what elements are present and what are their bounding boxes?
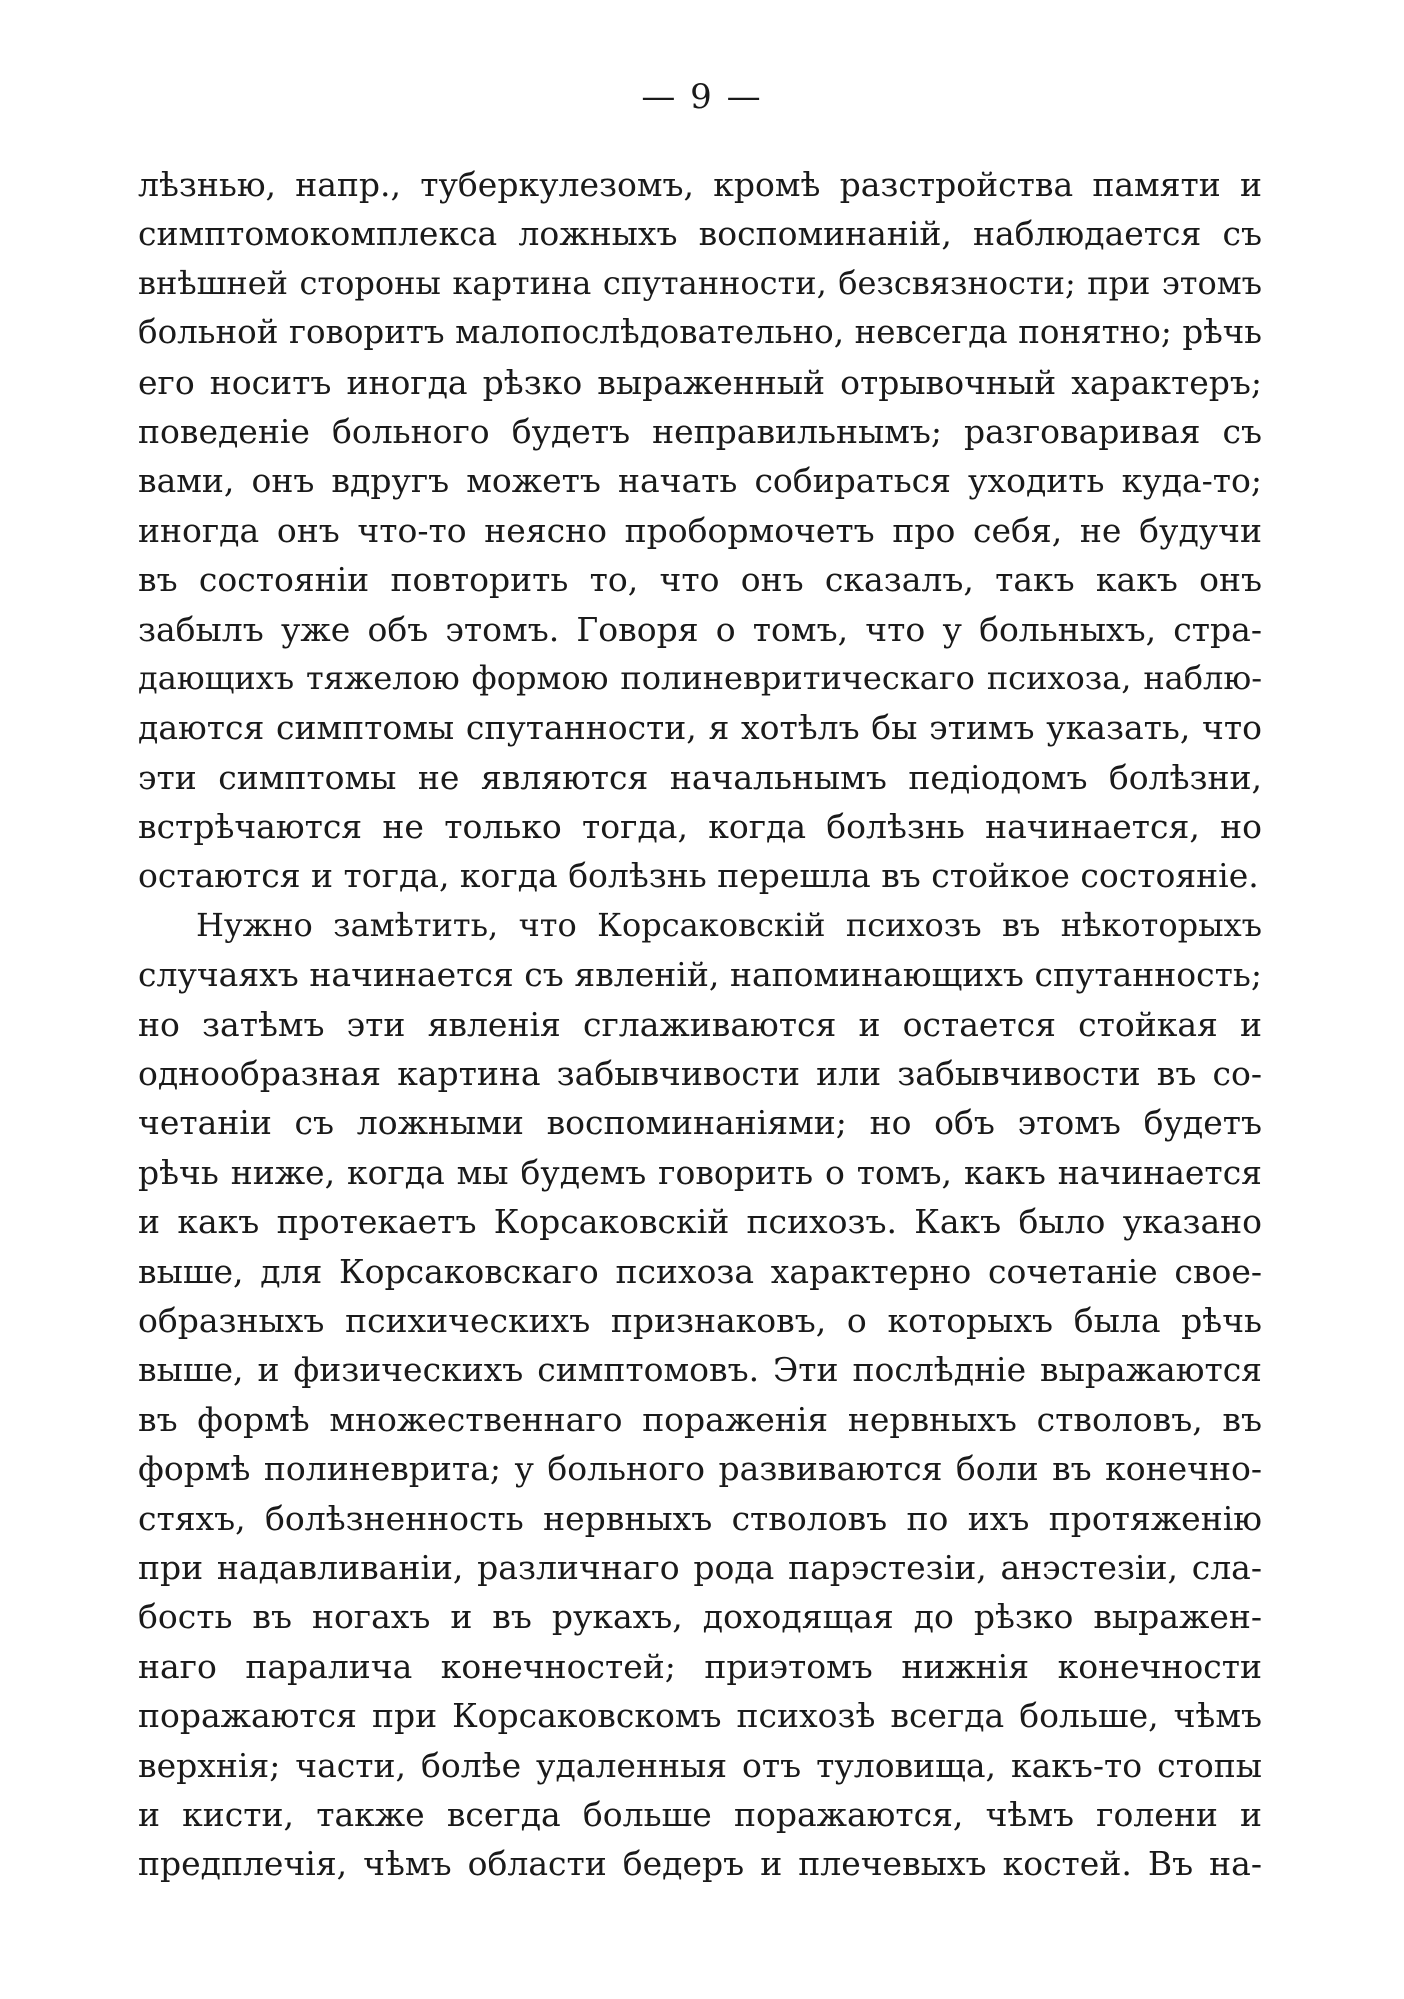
text-line: стяхъ, болѣзненность нервныхъ стволовъ по ихъ протяженію bbox=[138, 1498, 1262, 1538]
text-line: рѣчь ниже, когда мы будемъ говорить о томъ, какъ начинается bbox=[138, 1152, 1262, 1192]
text-line: симптомокомплекса ложныхъ воспоминаній, наблюдается съ bbox=[138, 214, 1262, 254]
text-line: выше, и физическихъ симптомовъ. Эти послѣдніе выражаются bbox=[138, 1350, 1262, 1390]
text-line: больной говоритъ малопослѣдовательно, невсегда понятно; рѣчь bbox=[138, 313, 1262, 352]
paragraph-2 bbox=[138, 901, 1262, 1889]
text-line: въ формѣ множественнаго пораженія нервныхъ стволовъ, въ bbox=[138, 1399, 1262, 1439]
body-text bbox=[138, 160, 1262, 1889]
text-line: въ состояніи повторить то, что онъ сказалъ, такъ какъ онъ bbox=[138, 560, 1262, 600]
text-line: верхнія; части, болѣе удаленныя отъ туловища, какъ-то стопы bbox=[138, 1745, 1262, 1785]
text-line: формѣ полиневрита; у больного развиваются боли въ конечно- bbox=[138, 1449, 1262, 1489]
paragraph-1 bbox=[138, 160, 1262, 901]
text-line: забылъ уже объ этомъ. Говоря о томъ, что у больныхъ, стра- bbox=[138, 609, 1262, 649]
page-number: — 9 — bbox=[641, 77, 763, 117]
text-line: лѣзнью, напр., туберкулезомъ, кромѣ разстройства памяти и bbox=[138, 165, 1262, 204]
text-line: образныхъ психическихъ признаковъ, о которыхъ была рѣчь bbox=[138, 1300, 1262, 1340]
text-line: поведеніе больного будетъ неправильнымъ; разговаривая съ bbox=[138, 411, 1262, 451]
text-line: внѣшней стороны картина спутанности, безсвязности; при этомъ bbox=[138, 263, 1262, 302]
text-line: Нужно замѣтить, что Корсаковскій психозъ въ нѣкоторыхъ bbox=[196, 905, 1262, 944]
text-line: но затѣмъ эти явленія сглаживаются и остается стойкая и bbox=[138, 1004, 1262, 1044]
text-line: иногда онъ что-то неясно пробормочетъ про себя, не будучи bbox=[138, 510, 1262, 550]
text-line: дающихъ тяжелою формою полиневритическаго психоза, наблю- bbox=[138, 658, 1262, 697]
text-line: остаются и тогда, когда болѣзнь перешла въ стойкое состояніе. bbox=[138, 856, 1259, 896]
text-line: при надавливаніи, различнаго рода парэстезіи, анэстезіи, сла- bbox=[138, 1547, 1262, 1587]
text-line: его носитъ иногда рѣзко выраженный отрывочный характеръ; bbox=[138, 362, 1262, 402]
text-line: случаяхъ начинается съ явленій, напоминающихъ спутанность; bbox=[138, 955, 1262, 995]
text-line: вами, онъ вдругъ можетъ начать собираться уходить куда-то; bbox=[138, 461, 1262, 501]
text-line: встрѣчаются не только тогда, когда болѣзнь начинается, но bbox=[138, 807, 1262, 847]
text-line: четаніи съ ложными воспоминаніями; но объ этомъ будетъ bbox=[138, 1103, 1262, 1143]
text-line: даются симптомы спутанности, я хотѣлъ бы этимъ указать, что bbox=[138, 708, 1262, 748]
text-line: однообразная картина забывчивости или забывчивости въ со- bbox=[138, 1054, 1262, 1094]
text-line: и кисти, также всегда больше поражаются, чѣмъ голени и bbox=[138, 1794, 1262, 1834]
text-line: бость въ ногахъ и въ рукахъ, доходящая до рѣзко выражен- bbox=[138, 1597, 1262, 1637]
text-line: эти симптомы не являются начальнымъ педіодомъ болѣзни, bbox=[138, 757, 1262, 797]
text-line: наго паралича конечностей; приэтомъ нижнія конечности bbox=[138, 1646, 1262, 1686]
text-line: предплечія, чѣмъ области бедеръ и плечевыхъ костей. Въ на- bbox=[138, 1844, 1262, 1884]
text-line: поражаются при Корсаковскомъ психозѣ всегда больше, чѣмъ bbox=[138, 1696, 1262, 1736]
text-line: выше, для Корсаковскаго психоза характерно сочетаніе свое- bbox=[138, 1251, 1262, 1291]
text-line: и какъ протекаетъ Корсаковскій психозъ. Какъ было указано bbox=[138, 1202, 1262, 1242]
